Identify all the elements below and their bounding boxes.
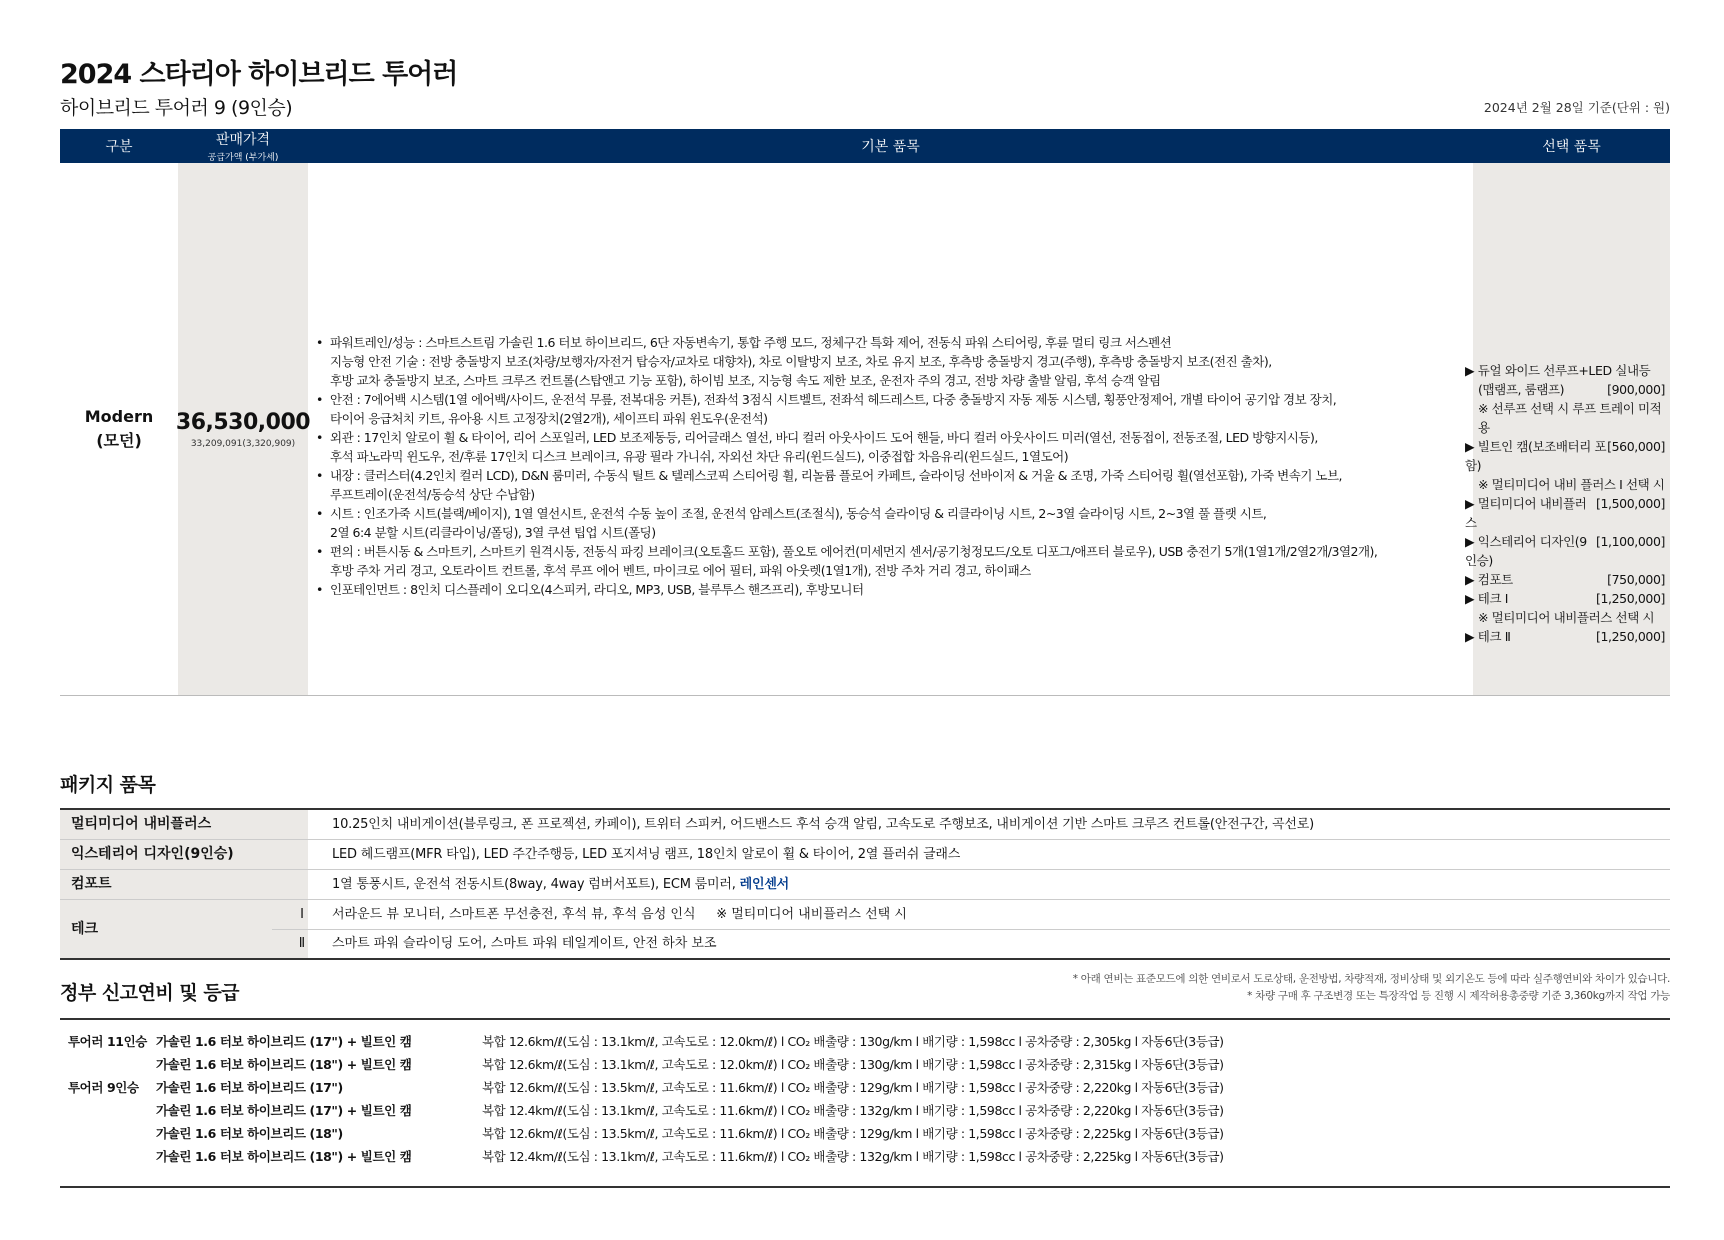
package-value xyxy=(332,840,960,869)
package-rows xyxy=(60,810,1670,900)
fuel-row xyxy=(60,1145,1670,1168)
basic-item: • 편의 : 버튼시동 & 스마트키, 스마트키 원격시동, 전동식 파킹 브레이크(오토홀드 포함), 풀오토 에어컨(미세먼지 센서/공기청정모드/오토 디포그/애프터 블로우), USB 충전기 5개(1열1개/2열2개/3열2개), xyxy=(316,542,1466,561)
option-name: ▶ 컴포트 xyxy=(1465,572,1513,587)
option-item xyxy=(1465,399,1665,437)
package-row xyxy=(60,840,1670,870)
option-name: ▶ 익스테리어 디자인(9인승) xyxy=(1465,534,1587,568)
fuel-row xyxy=(60,1122,1670,1145)
option-item xyxy=(1465,361,1665,380)
header-category-label: 구분 xyxy=(105,139,133,155)
header-options-label: 선택 품목 xyxy=(1542,139,1601,155)
option-price: [560,000] xyxy=(1607,439,1665,454)
price-cell xyxy=(175,163,311,695)
option-item xyxy=(1465,627,1665,646)
basic-item: 후방 교차 충돌방지 보조, 스마트 크루즈 컨트롤(스탑앤고 기능 포함), 하이빔 보조, 지능형 속도 제한 보조, 운전자 주의 경고, 전방 차량 출발 알림, 후석 승객 알림 xyxy=(330,373,1161,388)
package-value xyxy=(332,870,789,899)
fuel-row xyxy=(60,1030,1670,1053)
tech-label: 테크 xyxy=(60,900,308,958)
option-name: ※ 멀티미디어 내비플러스 선택 시 xyxy=(1478,610,1655,625)
option-name: (맵램프, 룸램프) xyxy=(1478,382,1565,397)
basic-item: • 외관 : 17인치 알로이 휠 & 타이어, 리어 스포일러, LED 보조제동등, 리어글래스 열선, 바디 컬러 아웃사이드 도어 핸들, 바디 컬러 아웃사이드 미러(열선, 전동접이, 전동조절, LED 방향지시등), xyxy=(316,428,1466,447)
basic-item: 후방 주차 거리 경고, 오토라이트 컨트롤, 후석 루프 에어 벤트, 마이크로 에어 필터, 파워 아웃렛(1열1개), 전방 주차 거리 경고, 하이패스 xyxy=(330,563,1031,578)
price-value: 36,530,000 xyxy=(175,409,311,435)
fuel-row xyxy=(60,1076,1670,1099)
header-price xyxy=(178,129,308,163)
option-name: ▶ 테크 Ⅱ xyxy=(1465,629,1511,644)
fuel-spec: 복합 12.6km/ℓ(도심 : 13.1km/ℓ, 고속도로 : 12.0km/ℓ) l CO₂ 배출량 : 130g/km l 배기량 : 1,598cc l 공차중량 : 2,315kg l 자동6단(3등급) xyxy=(482,1057,1224,1072)
fuel-spec: 복합 12.6km/ℓ(도심 : 13.5km/ℓ, 고속도로 : 11.6km/ℓ) l CO₂ 배출량 : 129g/km l 배기량 : 1,598cc l 공차중량 : 2,220kg l 자동6단(3등급) xyxy=(482,1080,1224,1095)
fuel-group: 투어러 9인승 xyxy=(68,1080,139,1095)
package-value-highlight: 레인센서 xyxy=(739,877,790,892)
fuel-note-1: * 아래 연비는 표준모드에 의한 연비로서 도로상태, 운전방법, 차량적재, 정비상태 및 외기온도 등에 따라 실주행연비와 차이가 있습니다. xyxy=(1072,973,1670,985)
model-cell xyxy=(60,163,178,695)
basic-items-list xyxy=(316,333,1466,599)
header-options xyxy=(1473,129,1670,163)
options-list xyxy=(1465,361,1665,646)
fuel-section-title: 정부 신고연비 및 등급 xyxy=(60,982,240,1004)
option-item xyxy=(1465,589,1665,608)
option-item xyxy=(1465,570,1665,589)
price-supply: 33,209,091(3,320,909) xyxy=(190,438,296,449)
option-price: [1,100,000] xyxy=(1596,534,1665,549)
fuel-note-2: * 차량 구매 후 구조변경 또는 특장작업 등 진행 시 제작허용총중량 기준 3,360kg까지 작업 가능 xyxy=(1247,990,1670,1002)
header-price-label: 판매가격 xyxy=(215,132,271,148)
header-basic xyxy=(308,129,1473,163)
option-name: ※ 선루프 선택 시 루프 트레이 미적용 xyxy=(1478,401,1662,435)
tech-row-1-value: 서라운드 뷰 모니터, 스마트폰 무선충전, 후석 뷰, 후석 음성 인식 ※ 멀티미디어 내비플러스 선택 시 xyxy=(332,907,907,922)
basic-item: 루프트레이(운전석/동승석 상단 수납함) xyxy=(330,487,535,502)
package-label: 익스테리어 디자인(9인승) xyxy=(60,840,308,869)
package-label: 컴포트 xyxy=(60,870,308,899)
date-note: 2024년 2월 28일 기준(단위 : 원) xyxy=(1483,100,1670,115)
option-name: ▶ 빌트인 캠(보조배터리 포함) xyxy=(1465,439,1607,473)
model-sub: (모던) xyxy=(96,431,142,450)
fuel-notes xyxy=(1073,971,1670,1005)
option-item xyxy=(1465,437,1665,475)
model-name: Modern xyxy=(84,407,154,426)
basic-item: • 인포테인먼트 : 8인치 디스플레이 오디오(4스피커, 라디오, MP3, USB, 블루투스 핸즈프리), 후방모니터 xyxy=(316,580,1466,599)
option-item xyxy=(1465,608,1665,627)
tech-row-2-num: Ⅱ xyxy=(298,936,306,951)
option-price: [1,250,000] xyxy=(1596,591,1665,606)
option-name: ▶ 듀얼 와이드 선루프+LED 실내등 xyxy=(1465,363,1651,378)
fuel-model: 가솔린 1.6 터보 하이브리드 (17") + 빌트인 캠 xyxy=(156,1103,412,1118)
header-basic-label: 기본 품목 xyxy=(861,139,920,155)
fuel-group: 투어러 11인승 xyxy=(68,1034,147,1049)
fuel-model: 가솔린 1.6 터보 하이브리드 (17") + 빌트인 캠 xyxy=(156,1034,412,1049)
tech-row-1 xyxy=(272,900,1670,930)
fuel-spec: 복합 12.6km/ℓ(도심 : 13.1km/ℓ, 고속도로 : 12.0km/ℓ) l CO₂ 배출량 : 130g/km l 배기량 : 1,598cc l 공차중량 : 2,305kg l 자동6단(3등급) xyxy=(482,1034,1224,1049)
option-price: [1,250,000] xyxy=(1596,629,1665,644)
page-subtitle: 하이브리드 투어러 9 (9인승) xyxy=(60,97,293,119)
tech-row-1-num: Ⅰ xyxy=(300,907,304,922)
package-section-title: 패키지 품목 xyxy=(60,774,156,796)
package-value-text: LED 헤드램프(MFR 타입), LED 주간주행등, LED 포지셔닝 램프, 18인치 알로이 휠 & 타이어, 2열 플러쉬 글래스 xyxy=(332,847,961,862)
fuel-table xyxy=(60,1018,1670,1188)
basic-item: • 내장 : 클러스터(4.2인치 컬러 LCD), D&N 룸미러, 수동식 틸트 & 텔레스코픽 스티어링 휠, 리놀륨 플로어 카페트, 슬라이딩 선바이저 & 거울 & 조명, 가죽 스티어링 휠(열선포함), 가죽 변속기 노브, xyxy=(316,466,1466,485)
option-item xyxy=(1465,532,1665,570)
fuel-model: 가솔린 1.6 터보 하이브리드 (17") xyxy=(156,1080,343,1095)
price-table-body xyxy=(60,163,1670,696)
tech-package-row xyxy=(60,900,1670,958)
package-value xyxy=(332,810,1314,839)
package-value-text: 10.25인치 내비게이션(블루링크, 폰 프로젝션, 카페이), 트위터 스피커, 어드밴스드 후석 승객 알림, 고속도로 주행보조, 내비게이션 기반 스마트 크루즈 컨트롤(안전구간, 곡선로) xyxy=(332,817,1314,832)
option-name: ▶ 테크 Ⅰ xyxy=(1465,591,1508,606)
option-price: [750,000] xyxy=(1607,572,1665,587)
fuel-model: 가솔린 1.6 터보 하이브리드 (18") + 빌트인 캠 xyxy=(156,1149,412,1164)
fuel-row xyxy=(60,1099,1670,1122)
option-name: ※ 멀티미디어 내비 플러스 Ⅰ 선택 시 xyxy=(1478,477,1665,492)
package-label: 멀티미디어 내비플러스 xyxy=(60,810,308,839)
price-table-header xyxy=(60,129,1670,163)
basic-item: • 시트 : 인조가죽 시트(블랙/베이지), 1열 열선시트, 운전석 수동 높이 조절, 운전석 암레스트(조절식), 동승석 슬라이딩 & 리클라이닝 시트, 2~3열 슬라이딩 시트, 2~3열 풀 플랫 시트, xyxy=(316,504,1466,523)
package-table xyxy=(60,808,1670,960)
price-table xyxy=(60,129,1670,696)
basic-item: • 파워트레인/성능 : 스마트스트림 가솔린 1.6 터보 하이브리드, 6단 자동변속기, 통합 주행 모드, 정체구간 특화 제어, 전동식 파워 스티어링, 후륜 멀티 링크 서스펜션 xyxy=(316,333,1466,352)
option-price: [1,500,000] xyxy=(1596,496,1665,511)
price-sheet-page xyxy=(60,0,1670,1240)
option-price: [900,000] xyxy=(1607,382,1665,397)
page-title: 2024 스타리아 하이브리드 투어러 xyxy=(60,59,458,90)
header-price-sub: 공급가액 (부가세) xyxy=(207,153,279,163)
option-item xyxy=(1465,380,1665,399)
package-value-text: 1열 통풍시트, 운전석 전동시트(8way, 4way 럼버서포트), ECM 룸미러, xyxy=(332,877,740,892)
tech-row-2-value: 스마트 파워 슬라이딩 도어, 스마트 파워 테일게이트, 안전 하차 보조 xyxy=(332,936,717,951)
option-name: ▶ 멀티미디어 내비플러스 xyxy=(1465,496,1587,530)
basic-item: • 안전 : 7에어백 시스템(1열 에어백/사이드, 운전석 무릎, 전복대응 커튼), 전좌석 3점식 시트벨트, 전좌석 헤드레스트, 다중 충돌방지 자동 제동 시스템, 횡풍안정제어, 개별 타이어 공기압 경보 장치, xyxy=(316,390,1466,409)
option-item xyxy=(1465,494,1665,532)
package-row xyxy=(60,870,1670,900)
tech-row-2 xyxy=(272,929,1670,958)
fuel-model: 가솔린 1.6 터보 하이브리드 (18") xyxy=(156,1126,343,1141)
fuel-model: 가솔린 1.6 터보 하이브리드 (18") + 빌트인 캠 xyxy=(156,1057,412,1072)
fuel-spec: 복합 12.4km/ℓ(도심 : 13.1km/ℓ, 고속도로 : 11.6km/ℓ) l CO₂ 배출량 : 132g/km l 배기량 : 1,598cc l 공차중량 : 2,220kg l 자동6단(3등급) xyxy=(482,1103,1224,1118)
basic-item: 후석 파노라믹 윈도우, 전/후륜 17인치 디스크 브레이크, 유광 필라 가니쉬, 자외선 차단 유리(윈드실드), 이중접합 차음유리(윈드실드, 1열도어) xyxy=(330,449,1069,464)
fuel-row xyxy=(60,1053,1670,1076)
package-row xyxy=(60,810,1670,840)
fuel-spec: 복합 12.4km/ℓ(도심 : 13.1km/ℓ, 고속도로 : 11.6km/ℓ) l CO₂ 배출량 : 132g/km l 배기량 : 1,598cc l 공차중량 : 2,225kg l 자동6단(3등급) xyxy=(482,1149,1224,1164)
basic-item: 지능형 안전 기술 : 전방 충돌방지 보조(차량/보행자/자전거 탑승자/교차로 대향차), 차로 이탈방지 보조, 차로 유지 보조, 후측방 충돌방지 경고(주행), 후측방 충돌방지 보조(전진 출차), xyxy=(330,354,1272,369)
option-item xyxy=(1465,475,1665,494)
basic-item: 타이어 응급처치 키트, 유아용 시트 고정장치(2열2개), 세이프티 파워 윈도우(운전석) xyxy=(330,411,768,426)
fuel-spec: 복합 12.6km/ℓ(도심 : 13.5km/ℓ, 고속도로 : 11.6km/ℓ) l CO₂ 배출량 : 129g/km l 배기량 : 1,598cc l 공차중량 : 2,225kg l 자동6단(3등급) xyxy=(482,1126,1224,1141)
header-category xyxy=(60,129,178,163)
basic-item: 2열 6:4 분할 시트(리클라이닝/폴딩), 3열 쿠션 팁업 시트(폴딩) xyxy=(330,525,656,540)
